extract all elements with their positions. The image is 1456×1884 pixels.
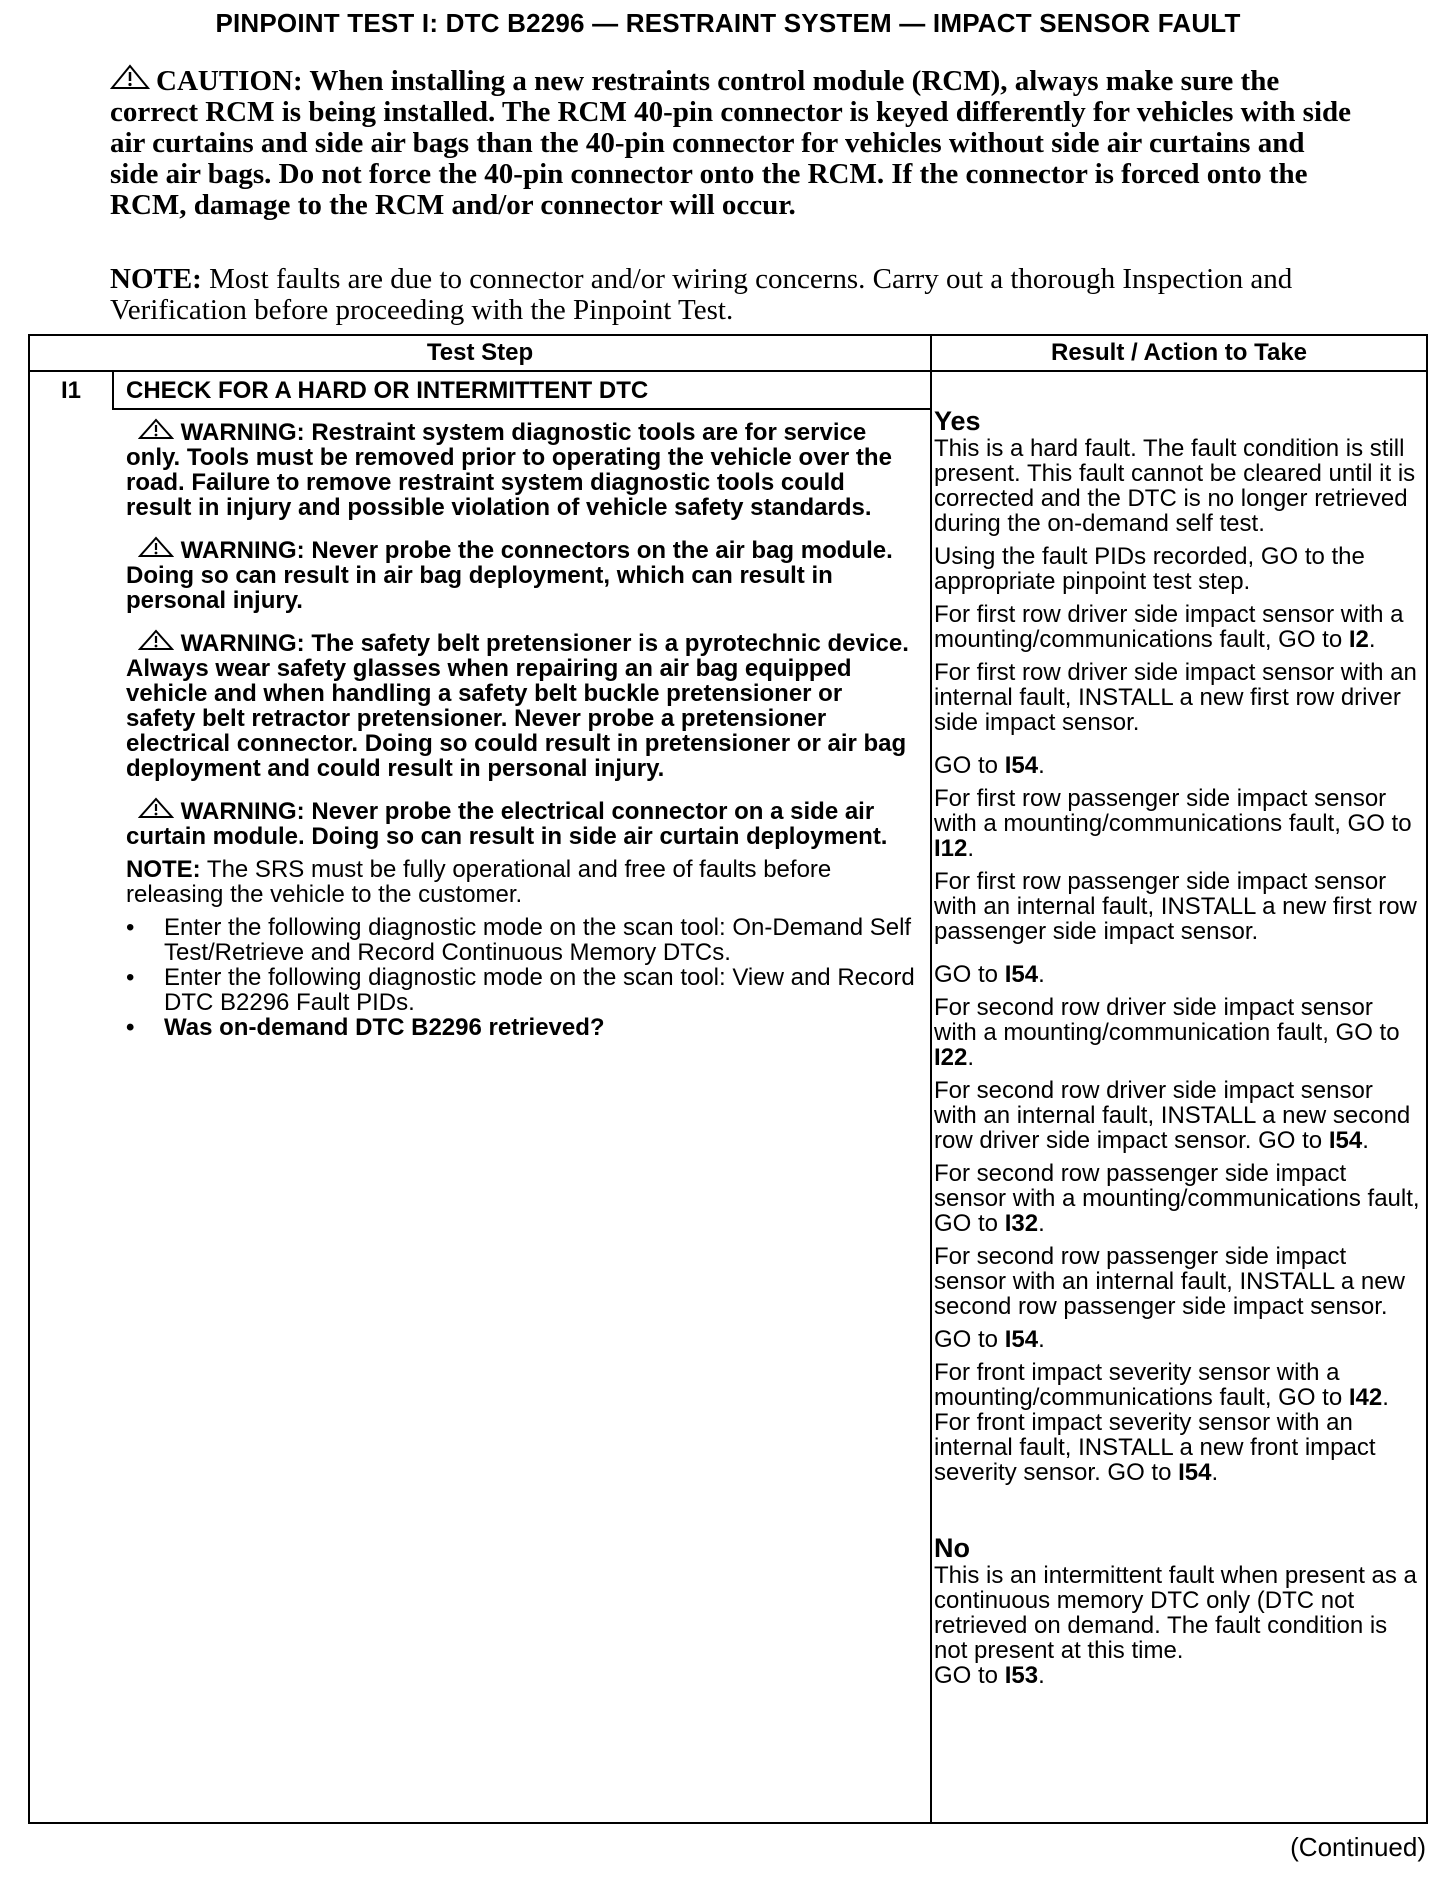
note-top bbox=[110, 264, 1360, 326]
yes-item: For first row driver side impact sensor with an internal fault, INSTALL a new first row driver side impact sensor. bbox=[934, 659, 1417, 736]
header-test-step: Test Step bbox=[426, 339, 534, 366]
step-title: CHECK FOR A HARD OR INTERMITTENT DTC bbox=[126, 377, 649, 404]
yes-item: For second row driver side impact sensor with a mounting/communication fault, GO to I22. bbox=[934, 994, 1400, 1071]
page-title: PINPOINT TEST I: DTC B2296 — RESTRAINT SYSTEM — IMPACT SENSOR FAULT bbox=[215, 8, 1241, 38]
column-divider bbox=[930, 336, 932, 1822]
step-id: I1 bbox=[60, 377, 81, 404]
step-id-divider bbox=[112, 370, 114, 410]
no-goto: GO to I53. bbox=[934, 1662, 1045, 1689]
yes-item: For front impact severity sensor with a mounting/communications fault, GO to I42. bbox=[934, 1359, 1389, 1411]
note-top-label: NOTE: bbox=[110, 263, 202, 295]
header-result: Result / Action to Take bbox=[1050, 339, 1308, 366]
warning-3: WARNING: The safety belt pretensioner is a pyrotechnic device. Always wear safety glasses when repairing an air bag equipped vehicle and when handling a safety belt buckle pretensioner or safety belt retractor pretensioner. Never probe a pretensioner electrical connector. Doing so could result in pretensioner or air bag deployment and could result in personal injury. bbox=[126, 630, 909, 782]
yes-label: Yes bbox=[934, 406, 981, 436]
continued-label: (Continued) bbox=[1290, 1832, 1426, 1862]
yes-item: For second row passenger side impact sensor with an internal fault, INSTALL a new second row passenger side impact sensor. bbox=[934, 1243, 1405, 1320]
warning-triangle-icon bbox=[138, 536, 174, 558]
no-label: No bbox=[934, 1533, 970, 1563]
pinpoint-table bbox=[28, 334, 1428, 1824]
bullet-question: • Was on-demand DTC B2296 retrieved? bbox=[126, 1015, 916, 1040]
bullet-1: • Enter the following diagnostic mode on the scan tool: On-Demand Self Test/Retrieve and Record Continuous Memory DTCs. bbox=[126, 915, 916, 965]
bullet-2: • Enter the following diagnostic mode on the scan tool: View and Record DTC B2296 Fault PIDs. bbox=[126, 965, 916, 1015]
warning-triangle-icon bbox=[110, 64, 150, 97]
caution-text: CAUTION: When installing a new restraints control module (RCM), always make sure the correct RCM is being installed. The RCM 40-pin connector is keyed differently for vehicles with side air curtains and side air bags than the 40-pin connector for vehicles without side air curtains and side air bags. Do not force the 40-pin connector onto the RCM. If the connector is forced onto the RCM, damage to the RCM and/or connector will occur. bbox=[110, 65, 1351, 221]
yes-item: For front impact severity sensor with an internal fault, INSTALL a new front impact severity sensor. GO to I54. bbox=[934, 1409, 1376, 1486]
warning-4: WARNING: Never probe the electrical connector on a side air curtain module. Doing so can result in side air curtain deployment. bbox=[126, 798, 888, 850]
yes-item: GO to I54. bbox=[934, 1326, 1045, 1353]
yes-item: For first row passenger side impact sensor with an internal fault, INSTALL a new first row passenger side impact sensor. bbox=[934, 868, 1417, 945]
warning-triangle-icon bbox=[138, 629, 174, 651]
warning-triangle-icon bbox=[138, 797, 174, 819]
warning-2: WARNING: Never probe the connectors on the air bag module. Doing so can result in air bag deployment, which can result in personal injury. bbox=[126, 537, 893, 614]
yes-item: For first row driver side impact sensor with a mounting/communications fault, GO to I2. bbox=[934, 601, 1404, 653]
yes-item: For first row passenger side impact sensor with a mounting/communications fault, GO to I12. bbox=[934, 785, 1412, 862]
no-text: This is an intermittent fault when present as a continuous memory DTC only (DTC not retrieved on demand. The fault condition is not present at this time. bbox=[934, 1562, 1417, 1664]
step-note: NOTE: The SRS must be fully operational and free of faults before releasing the vehicle to the customer. bbox=[126, 856, 832, 908]
yes-item: For second row passenger side impact sensor with a mounting/communications fault, GO to I32. bbox=[934, 1160, 1420, 1237]
result-body bbox=[934, 406, 1420, 1696]
warning-1: WARNING: Restraint system diagnostic tools are for service only. Tools must be removed prior to operating the vehicle over the road. Failure to remove restraint system diagnostic tools could result in injury and possible violation of vehicle safety standards. bbox=[126, 419, 892, 521]
yes-item: For second row driver side impact sensor with an internal fault, INSTALL a new second row driver side impact sensor. GO to I54. bbox=[934, 1077, 1411, 1154]
yes-item: Using the fault PIDs recorded, GO to the appropriate pinpoint test step. bbox=[934, 543, 1365, 595]
yes-item: GO to I54. bbox=[934, 752, 1045, 779]
yes-item: This is a hard fault. The fault condition is still present. This fault cannot be cleared until it is corrected and the DTC is no longer retrieved during the on-demand self test. bbox=[934, 435, 1416, 537]
warning-triangle-icon bbox=[138, 418, 174, 440]
note-top-text: Most faults are due to connector and/or wiring concerns. Carry out a thorough Inspection and Verification before proceeding with the Pinpoint Test. bbox=[110, 263, 1293, 326]
yes-item: GO to I54. bbox=[934, 961, 1045, 988]
header-divider bbox=[30, 370, 1426, 372]
caution-block bbox=[110, 64, 1360, 221]
test-step-body bbox=[126, 418, 916, 1040]
